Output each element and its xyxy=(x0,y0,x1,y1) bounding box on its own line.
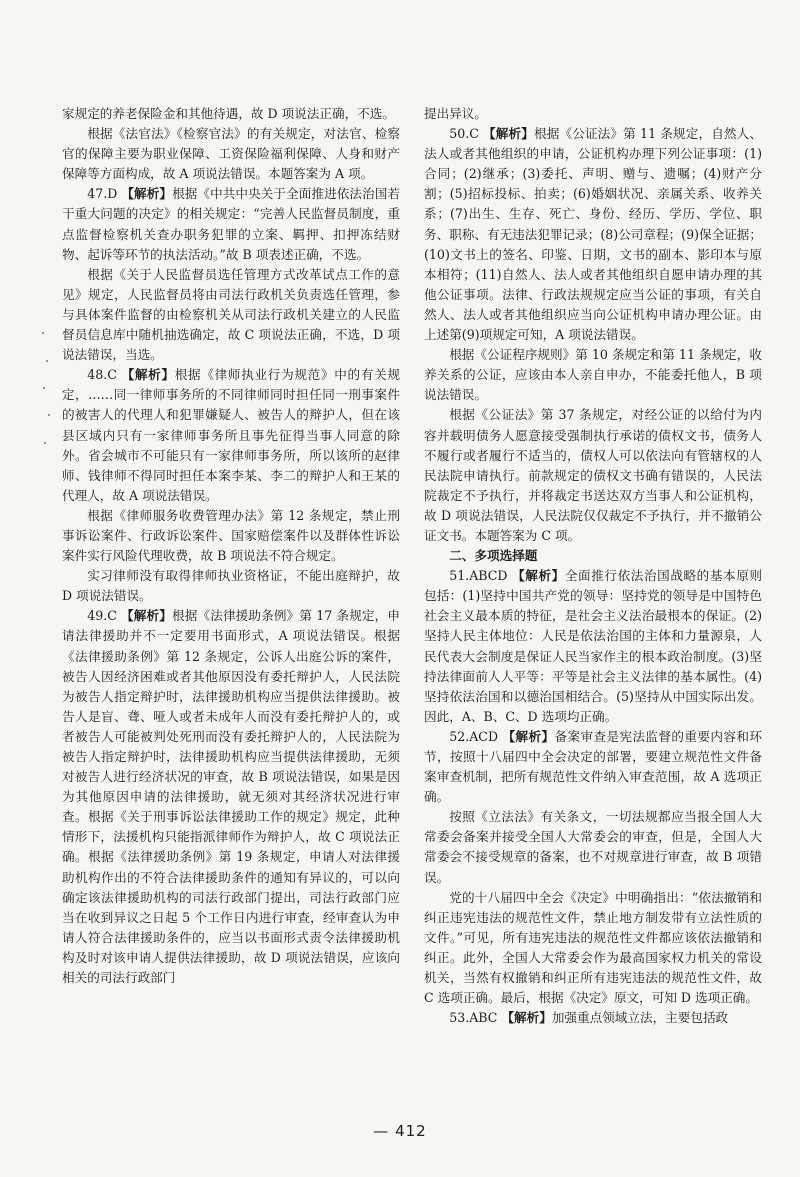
answer-paragraph xyxy=(424,124,762,345)
analysis-tag: 【解析】 xyxy=(483,126,534,142)
analysis-tag: 【解析】 xyxy=(512,568,565,584)
body-paragraph: 根据《关于人民监督员选任管理方式改革试点工作的意见》规定，人民监督员将由司法行政机关负责选任管理，参与具体案件监督的由检察机关从司法行政机关建立的人民监督员信息库中随机抽选确定，故 C 项说法正确，不选，D 项说法错误，当选。 xyxy=(62,266,400,363)
answer-paragraph xyxy=(424,1008,762,1028)
left-column xyxy=(62,104,400,988)
answer-text: 根据《公证法》第 11 条规定，自然人、法人或者其他组织的申请，公证机构办理下列公证事项：(1)合同；(2)继承；(3)委托、声明、赠与、遗嘱；(4)财产分割；(5)招标投标、拍卖；(6)婚姻状况、亲属关系、收养关系；(7)出生、生存、死亡、身份、经历、学历、学位、职务、职称、有无违法犯罪记录；(8)公司章程；(9)保全证据；(10)文书上的签名、印鉴、日期，文书的副本、影印本与原本相符；(11)自然人、法人或者其他组织自愿申请办理的其他公证事项。法律、行政法规规定应当公证的事项，有关自然人、法人或者其他组织应当向公证机构申请办理公证。由上述第(9)项规定可知，A 项说法错误。 xyxy=(424,126,763,343)
body-paragraph: 根据《法官法》《检察官法》的有关规定，对法官、检察官的保障主要为职业保障、工资保险福利保障、人身和财产保障等方面构成，故 A 项说法错误。本题答案为 A 项。 xyxy=(62,126,400,182)
answer-key: 52.ACD xyxy=(449,728,503,744)
answer-text: 备案审查是宪法监督的重要内容和环节，按照十八届四中全会决定的部署，要建立规范性文件备案审查机制，把所有规范性文件纳入审查范围，故 A 选项正确。 xyxy=(424,728,763,805)
answer-key: 48.C xyxy=(87,367,122,383)
answer-paragraph xyxy=(62,184,400,264)
answer-key: 53.ABC xyxy=(449,1010,502,1026)
body-paragraph: 按照《立法法》有关条文，一切法规都应当报全国人大常委会备案并接受全国人大常委会的审查，但是，全国人大常委会不接受规章的备案，也不对规章进行审查，故 B 项错误。 xyxy=(424,809,762,885)
answer-key: 51.ABCD xyxy=(449,568,513,584)
margin-dots xyxy=(40,332,52,452)
section-heading: 二、多项选择题 xyxy=(449,548,538,564)
continued-paragraph: 家规定的养老保险金和其他待遇，故 D 项说法正确，不选。 xyxy=(62,106,395,121)
analysis-tag: 【解析】 xyxy=(121,608,172,624)
analysis-tag: 【解析】 xyxy=(121,186,173,202)
answer-text: 全面推行依法治国战略的基本原则包括：(1)坚持中国共产党的领导：坚持党的领导是中国特色社会主义最本质的特征，是社会主义法治最根本的保证。(2)坚持人民主体地位：人民是依法治国的主体和力量源泉，人民代表大会制度是保证人民当家作主的根本政治制度。(3)坚持法律面前人人平等：平等是社会主义法律的基本属性。(4)坚持依法治国和以德治国相结合。(5)坚持从中国实际出发。因此，A、B、C、D 选项均正确。 xyxy=(424,568,762,724)
continued-paragraph: 提出异议。 xyxy=(424,106,487,121)
body-paragraph: 党的十八届四中全会《决定》中明确指出：“依法撤销和纠正违宪违法的规范性文件，禁止地方制发带有立法性质的文件。”可见，所有违宪违法的规范性文件都应该依法撤销和纠正。此外，全国人大常委会作为最高国家权力机关的常设机关，当然有权撤销和纠正所有违宪违法的规范性文件，故 C 选项正确。最后，根据《决定》原文，可知 D 选项正确。 xyxy=(424,889,762,1006)
answer-text: 根据《律师执业行为规范》中的有关规定，……同一律师事务所的不同律师同时担任同一刑事案件的被害人的代理人和犯罪嫌疑人、被告人的辩护人，但在该县区域内只有一家律师事务所且事先征得当事人同意的除外。省会城市不可能只有一家律师事务所，所以该所的赵律师、钱律师不得同时担任本案李某、李二的辩护人和王某的代理人，故 A 项说法错误。 xyxy=(62,367,401,503)
body-paragraph: 根据《公证程序规则》第 10 条规定和第 11 条规定，收养关系的公证，应该由本人亲自申办，不能委托他人，B 项说法错误。 xyxy=(424,347,762,403)
answer-paragraph xyxy=(62,365,400,506)
answer-text: 根据《中共中央关于全面推进依法治国若干重大问题的决定》的相关规定：“完善人民监督员制度，重点监督检察机关查办职务犯罪的立案、羁押、扣押冻结财物、起诉等环节的执法活动。”故 B 项表述正确，不选。 xyxy=(62,186,400,262)
answer-text: 根据《法律援助条例》第 17 条规定，申请法律援助并不一定要用书面形式，A 项说法错误。根据《法律援助条例》第 12 条规定，公诉人出庭公诉的案件，被告人因经济困难或者其他原因没有委托辩护人，人民法院为被告人指定辩护时，法律援助机构应当提供法律援助。被告人是盲、聋、哑人或者未成年人而没有委托辩护人的，或者被告人可能被判处死刑而没有委托辩护人的，人民法院为被告人指定辩护时，法律援助机构应当提供法律援助，无须对被告人进行经济状况的审查，故 B 项说法错误，如果是因为其他原因申请的法律援助，就无须对其经济状况进行审查。根据《关于刑事诉讼法律援助工作的规定》规定，此种情形下，法援机构只能指派律师作为辩护人，故 C 项说法正确。根据《法律援助条例》第 19 条规定，申请人对法律援助机构作出的不符合法律援助条件的通知有异议的，可以向确定该法律援助机构的司法行政部门提出，司法行政部门应当在收到异议之日起 5 个工作日内进行审查，经审查认为申请人符合法律援助条件的，应当以书面形式责令法律援助机构及时对该申请人提供法律援助，故 D 项说法错误，应该向相关的司法行政部门 xyxy=(62,608,401,986)
analysis-tag: 【解析】 xyxy=(121,367,175,383)
body-paragraph: 根据《律师服务收费管理办法》第 12 条规定，禁止刑事诉讼案件、行政诉讼案件、国家赔偿案件以及群体性诉讼案件实行风险代理收费，故 B 项说法不符合规定。 xyxy=(62,507,400,564)
answer-paragraph xyxy=(424,566,762,727)
analysis-tag: 【解析】 xyxy=(501,1010,552,1026)
answer-text: 加强重点领域立法，主要包括政 xyxy=(551,1010,729,1026)
right-column xyxy=(424,104,762,1028)
analysis-tag: 【解析】 xyxy=(502,728,555,744)
body-paragraph: 根据《公证法》第 37 条规定，对经公证的以给付为内容并载明债务人愿意接受强制执行承诺的债权文书，债务人不履行或者履行不适当的，债权人可以依法向有管辖权的人民法院申请执行。前款规定的债权文书确有错误的，人民法院裁定不予执行，并将裁定书送达双方当事人和公证机构，故 D 项说法错误，人民法院仅仅裁定不予执行，并不撤销公证文书。本题答案为 C 项。 xyxy=(424,407,762,543)
answer-key: 49.C xyxy=(87,608,122,624)
answer-paragraph xyxy=(424,727,762,807)
page-number: — 412 xyxy=(373,1122,427,1140)
body-paragraph: 实习律师没有取得律师执业资格证，不能出庭辩护，故 D 项说法错误。 xyxy=(62,568,400,604)
answer-paragraph xyxy=(62,606,400,988)
answer-key: 47.D xyxy=(87,186,122,202)
answer-key: 50.C xyxy=(449,126,484,142)
